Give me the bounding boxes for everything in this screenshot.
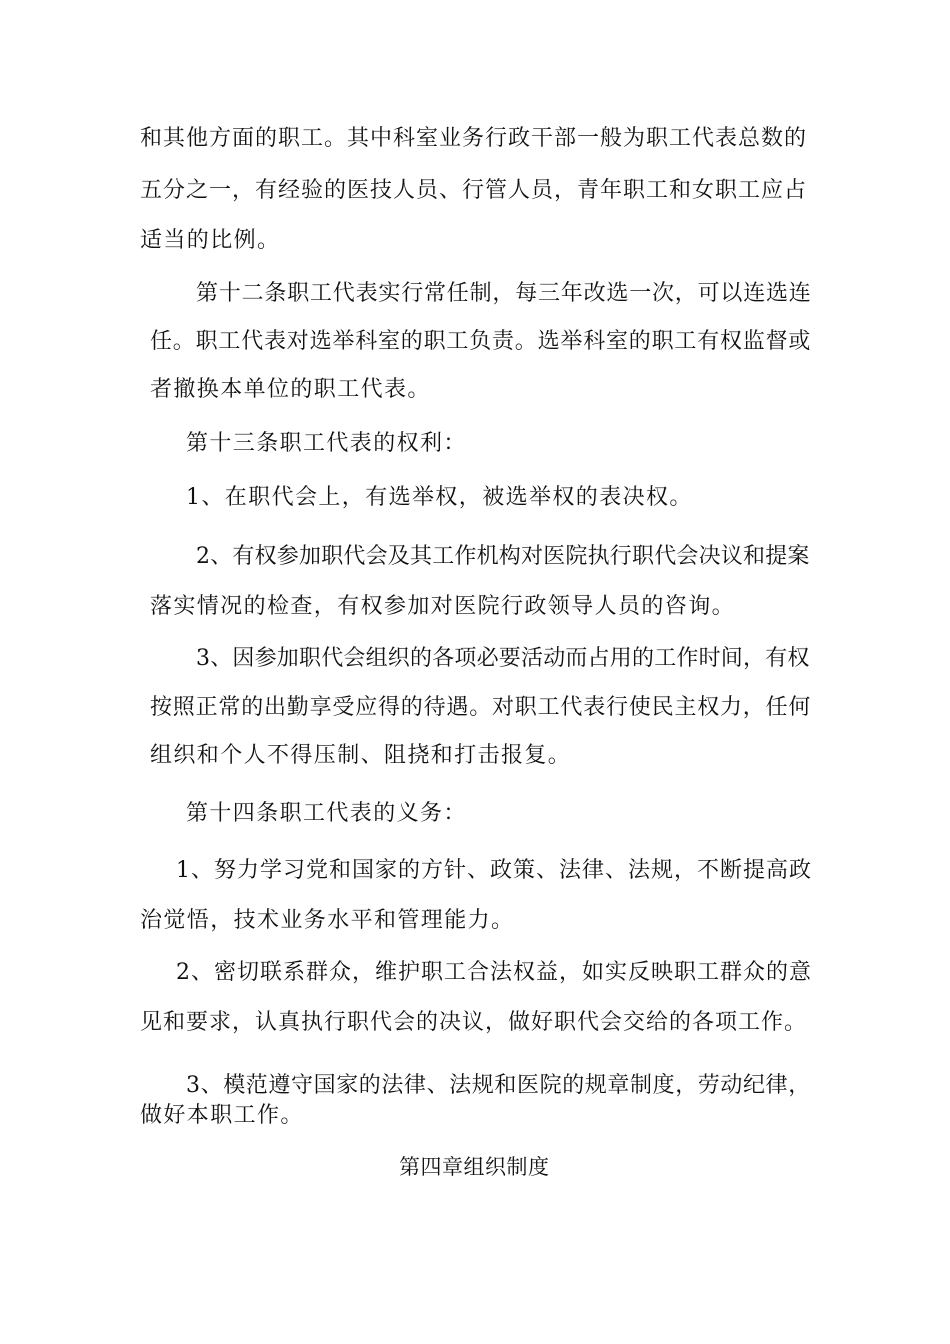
- text-line: 按照正常的出勤享受应得的待遇。对职工代表行使民主权力，任何: [150, 695, 812, 720]
- text-line: 和其他方面的职工。其中科室业务行政干部一般为职工代表总数的: [140, 126, 808, 151]
- text-line: 五分之一，有经验的医技人员、行管人员，青年职工和女职工应占: [140, 178, 808, 203]
- text-line: 见和要求，认真执行职代会的决议，做好职代会交给的各项工作。: [140, 1010, 808, 1035]
- text-line: 任。职工代表对选举科室的职工负责。选举科室的职工有权监督或: [150, 329, 812, 354]
- text-line: 第十四条职工代表的义务：: [186, 801, 467, 826]
- text-line: 做好本职工作。: [140, 1103, 304, 1128]
- text-line: 落实情况的检查，有权参加对医院行政领导人员的咨询。: [150, 594, 736, 619]
- text-line: 者撤换本单位的职工代表。: [150, 377, 431, 402]
- chapter-heading: 第四章组织制度: [399, 1155, 550, 1179]
- text-line: 第十二条职工代表实行常任制，每三年改选一次，可以连选连: [196, 281, 812, 306]
- text-line: 1、在职代会上，有选举权，被选举权的表决权。: [186, 485, 693, 510]
- text-line: 治觉悟，技术业务水平和管理能力。: [140, 908, 515, 933]
- text-line: 适当的比例。: [140, 228, 281, 253]
- text-line: 3、因参加职代会组织的各项必要活动而占用的工作时间，有权: [196, 646, 810, 671]
- text-line: 组织和个人不得压制、阻挠和打击报复。: [150, 743, 572, 768]
- text-line: 2、有权参加职代会及其工作机构对医院执行职代会决议和提案: [196, 544, 810, 569]
- text-line: 3、模范遵守国家的法律、法规和医院的规章制度，劳动纪律，: [186, 1073, 811, 1098]
- text-line: 1、努力学习党和国家的方针、政策、法律、法规，不断提高政: [176, 858, 812, 883]
- text-line: 2、密切联系群众，维护职工合法权益，如实反映职工群众的意: [176, 960, 812, 985]
- text-line: 第十三条职工代表的权利：: [186, 431, 467, 456]
